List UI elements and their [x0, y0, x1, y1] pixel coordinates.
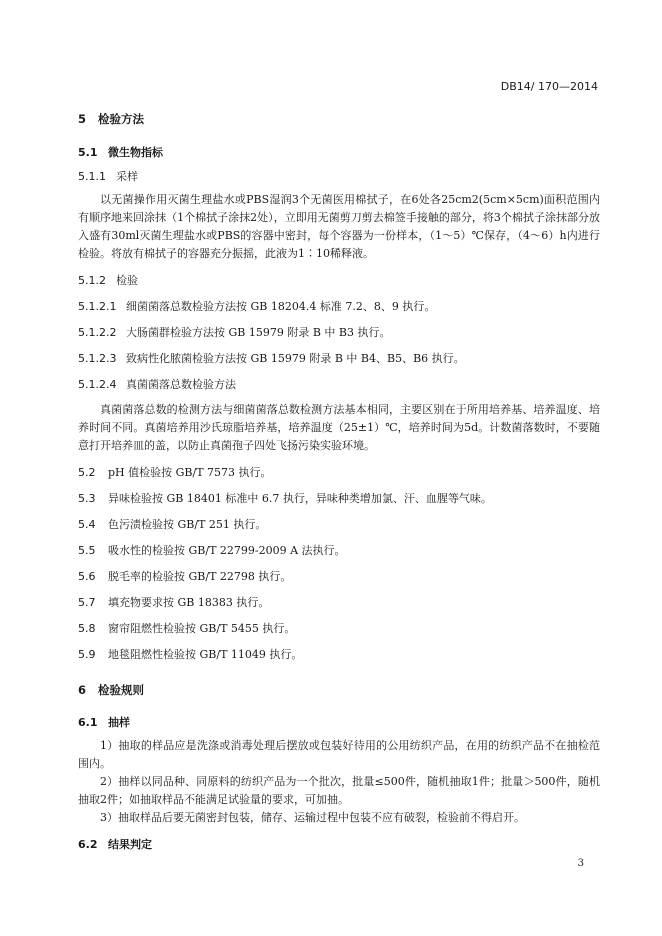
section-6-heading [78, 682, 144, 698]
clause-number: 5.1.2.3 [78, 352, 117, 365]
section-title: 微生物指标 [108, 146, 163, 159]
sampling-rule-3: 3）抽取样品后要无菌密封包装，储存、运输过程中包装不应有破裂，检验前不得启开。 [100, 811, 525, 824]
clause-text: 吸水性的检验按 GB/T 22799-2009 A 法执行。 [108, 544, 346, 557]
page-number: 3 [577, 858, 584, 869]
section-number: 5.1 [78, 146, 98, 159]
clause-number: 5.2 [78, 466, 96, 479]
section-5-heading [78, 111, 144, 127]
clause-number: 5.4 [78, 518, 96, 531]
clause-number: 5.5 [78, 544, 96, 557]
section-number: 5.1.1 [78, 170, 106, 183]
fungi-method-paragraph: 真菌菌落总数的检测方法与细菌菌落总数检测方法基本相同，主要区别在于所用培养基、培养温度、培养时间不同。真菌培养用沙氏琼脂培养基，培养温度（25±1）℃，培养时间为5d。计数菌落数时，不要随意打开培养皿的盖，以防止真菌孢子四处飞扬污染实验环境。 [78, 403, 600, 452]
section-title: 结果判定 [108, 838, 152, 851]
clause-text: 大肠菌群检验方法按 GB 15979 附录 B 中 B3 执行。 [126, 326, 391, 339]
section-title: 抽样 [108, 716, 130, 729]
clause-5-7 [78, 594, 269, 610]
sampling-paragraph: 以无菌操作用灭菌生理盐水或PBS湿润3个无菌医用棉拭子，在6处各25cm2(5cm×5cm)面积范围内有顺序地来回涂抹（1个棉拭子涂抹2处），立即用无菌剪刀剪去棉签手接触的部分，将3个棉拭子涂抹部分放入盛有30ml灭菌生理盐水或PBS的容器中密封，每个容器为一份样本，（1～5）℃保存，（4～6）h内进行检验。将放有棉拭子的容器充分振摇，此液为1∶10稀释液。 [78, 193, 600, 260]
clause-text: pH 值检验按 GB/T 7573 执行。 [108, 466, 272, 479]
section-5-1-2-heading [78, 272, 138, 288]
clause-number: 5.1.2.1 [78, 300, 117, 313]
section-title: 采样 [116, 170, 138, 183]
section-title: 检验 [116, 274, 138, 287]
clause-number: 5.3 [78, 492, 96, 505]
clause-text: 致病性化脓菌检验方法按 GB 15979 附录 B 中 B4、B5、B6 执行。 [126, 352, 465, 365]
section-number: 6.1 [78, 716, 98, 729]
section-6-2-heading [78, 836, 152, 852]
section-title: 检验规则 [98, 683, 144, 697]
clause-text: 细菌菌落总数检验方法按 GB 18204.4 标准 7.2、8、9 执行。 [126, 300, 436, 313]
section-5-1-1-heading [78, 168, 138, 184]
clause-text: 色污渍检验按 GB/T 251 执行。 [108, 518, 267, 531]
clause-text: 填充物要求按 GB 18383 执行。 [108, 596, 270, 609]
clause-5-1-2-1 [78, 298, 435, 314]
sampling-rule-2: 2）抽样以同品种、同原料的纺织产品为一个批次，批量≤500件，随机抽取1件；批量＞500件，随机抽取2件；如抽取样品不能满足试验量的要求，可加抽。 [78, 775, 600, 806]
section-number: 6.2 [78, 838, 98, 851]
clause-5-9 [78, 646, 302, 662]
clause-5-5 [78, 542, 346, 558]
standard-code-header: DB14/ 170—2014 [500, 80, 598, 93]
clause-text: 窗帘阻燃性检验按 GB/T 5455 执行。 [108, 622, 296, 635]
clause-text: 脱毛率的检验按 GB/T 22798 执行。 [108, 570, 292, 583]
clause-text: 异味检验按 GB 18401 标准中 6.7 执行，异味种类增加氯、汗、血腥等气味。 [108, 492, 492, 505]
section-6-1-heading [78, 714, 130, 730]
clause-5-8 [78, 620, 295, 636]
section-number: 6 [78, 683, 87, 697]
section-title: 检验方法 [98, 112, 144, 126]
clause-number: 5.1.2.2 [78, 326, 117, 339]
clause-5-1-2-2 [78, 324, 391, 340]
clause-5-2 [78, 464, 272, 480]
clause-number: 5.7 [78, 596, 96, 609]
clause-number: 5.6 [78, 570, 96, 583]
sampling-rule-1: 1）抽取的样品应是洗涤或消毒处理后摆放或包装好待用的公用纺织产品，在用的纺织产品不在抽检范围内。 [78, 739, 600, 770]
clause-number: 5.1.2.4 [78, 378, 117, 391]
clause-5-4 [78, 516, 266, 532]
clause-5-1-2-4 [78, 376, 236, 392]
clause-5-3 [78, 490, 492, 506]
clause-text: 地毯阻燃性检验按 GB/T 11049 执行。 [108, 648, 303, 661]
section-number: 5.1.2 [78, 274, 106, 287]
section-number: 5 [78, 112, 87, 126]
clause-number: 5.9 [78, 648, 96, 661]
clause-text: 真菌菌落总数检验方法 [126, 378, 236, 391]
section-5-1-heading [78, 144, 163, 160]
clause-5-1-2-3 [78, 350, 465, 366]
clause-5-6 [78, 568, 291, 584]
clause-number: 5.8 [78, 622, 96, 635]
